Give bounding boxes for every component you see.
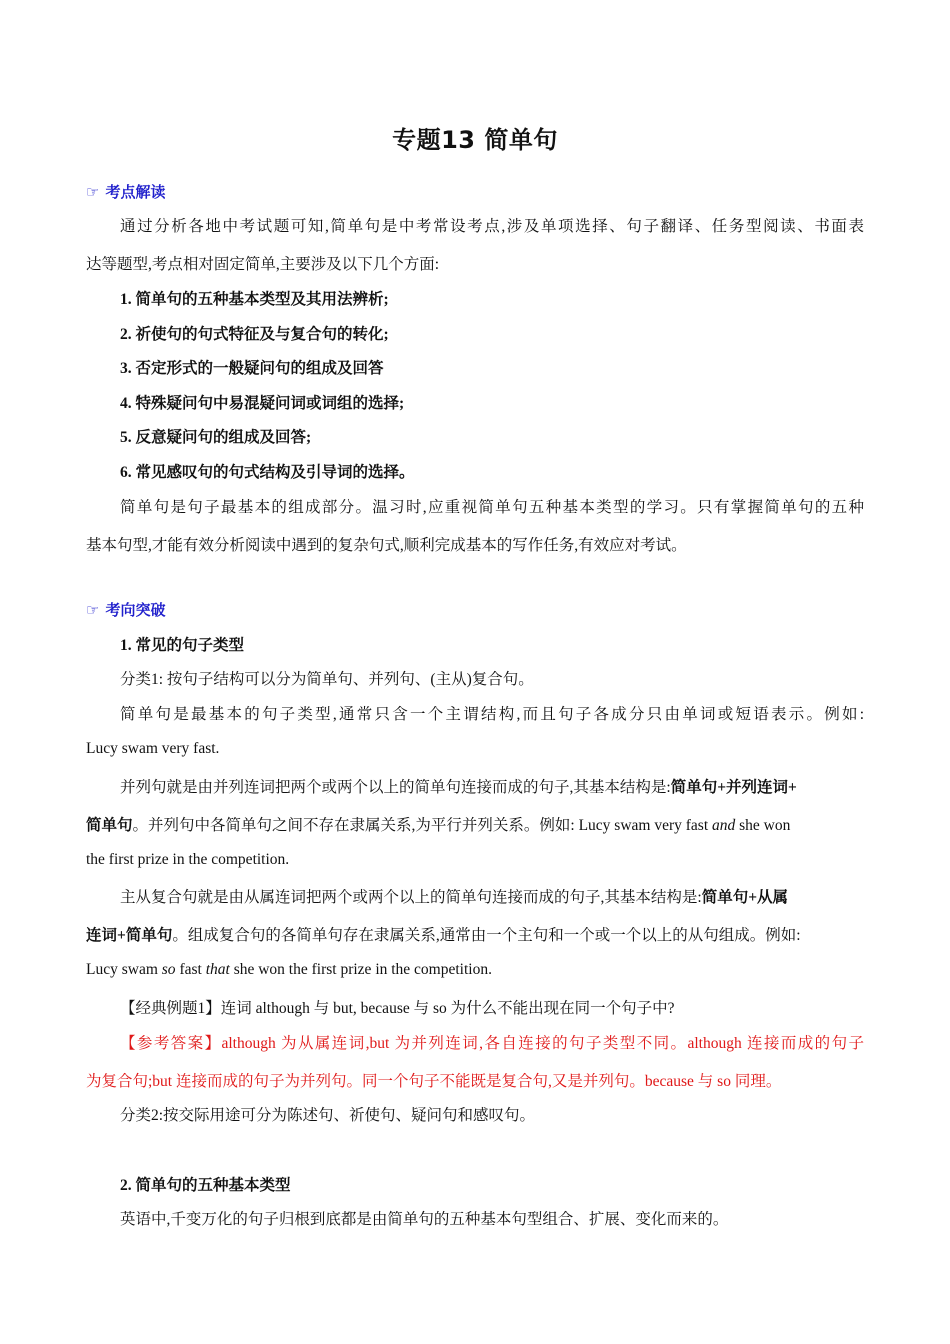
section-heading-analysis: ☞ 考点解读 bbox=[86, 183, 166, 201]
intro-line-2: 达等题型,考点相对固定简单,主要涉及以下几个方面: bbox=[86, 256, 440, 273]
point-item: 6. 常见感叹句的句式结构及引导词的选择。 bbox=[120, 464, 415, 481]
page-title: 专题13 简单句 bbox=[392, 126, 558, 154]
complex-line-1: 主从复合句就是由从属连词把两个或两个以上的简单句连接而成的句子,其基本结构是:简单句+从属 bbox=[120, 889, 789, 906]
example-question: 【经典例题1】连词 although 与 but, because 与 so 为什么不能出现在同一个句子中? bbox=[120, 1000, 675, 1017]
summary-line-1: 简单句是句子最基本的组成部分。温习时,应重视简单句五种基本类型的学习。只有掌握简单句的五种 bbox=[120, 499, 864, 516]
intro-line-1: 通过分析各地中考试题可知,简单句是中考常设考点,涉及单项选择、句子翻译、任务型阅读、书面表 bbox=[120, 218, 864, 235]
compound-line-1: 并列句就是由并列连词把两个或两个以上的简单句连接而成的句子,其基本结构是:简单句+并列连词+ bbox=[120, 779, 797, 796]
simple-sentence-line-1: 简单句是最基本的句子类型,通常只含一个主谓结构,而且句子各成分只由单词或短语表示。例如: bbox=[120, 706, 864, 723]
pointing-hand-icon: ☞ bbox=[86, 183, 100, 201]
point-item: 2. 祈使句的句式特征及与复合句的转化; bbox=[120, 326, 389, 343]
compound-line-3: the first prize in the competition. bbox=[86, 851, 290, 868]
point-item: 5. 反意疑问句的组成及回答; bbox=[120, 429, 312, 446]
classification-1: 分类1: 按句子结构可以分为简单句、并列句、(主从)复合句。 bbox=[120, 671, 534, 688]
subheading-sentence-types: 1. 常见的句子类型 bbox=[120, 637, 245, 654]
classification-2: 分类2:按交际用途可分为陈述句、祈使句、疑问句和感叹句。 bbox=[120, 1107, 536, 1124]
subheading-five-types: 2. 简单句的五种基本类型 bbox=[120, 1177, 291, 1194]
point-item: 1. 简单句的五种基本类型及其用法辨析; bbox=[120, 291, 389, 308]
point-item: 3. 否定形式的一般疑问句的组成及回答 bbox=[120, 360, 384, 377]
complex-line-3: Lucy swam so fast that she won the first prize in the competition. bbox=[86, 961, 492, 978]
simple-sentence-example: Lucy swam very fast. bbox=[86, 740, 220, 757]
answer-line-1: 【参考答案】although 为从属连词,but 为并列连词,各自连接的句子类型不同。although 连接而成的句子 bbox=[120, 1035, 864, 1052]
final-paragraph: 英语中,千变万化的句子归根到底都是由简单句的五种基本句型组合、扩展、变化而来的。 bbox=[120, 1211, 729, 1228]
answer-line-2: 为复合句;but 连接而成的句子为并列句。同一个句子不能既是复合句,又是并列句。because 与 so 同理。 bbox=[86, 1073, 782, 1090]
compound-line-2: 简单句。并列句中各简单句之间不存在隶属关系,为平行并列关系。例如: Lucy swam very fast and she won bbox=[86, 817, 791, 834]
pointing-hand-icon: ☞ bbox=[86, 601, 100, 619]
complex-line-2: 连词+简单句。组成复合句的各简单句存在隶属关系,通常由一个主句和一个或一个以上的从句组成。例如: bbox=[86, 927, 801, 944]
point-item: 4. 特殊疑问句中易混疑问词或词组的选择; bbox=[120, 395, 405, 412]
summary-line-2: 基本句型,才能有效分析阅读中遇到的复杂句式,顺利完成基本的写作任务,有效应对考试。 bbox=[86, 537, 687, 554]
section-heading-breakthrough: ☞ 考向突破 bbox=[86, 601, 166, 619]
